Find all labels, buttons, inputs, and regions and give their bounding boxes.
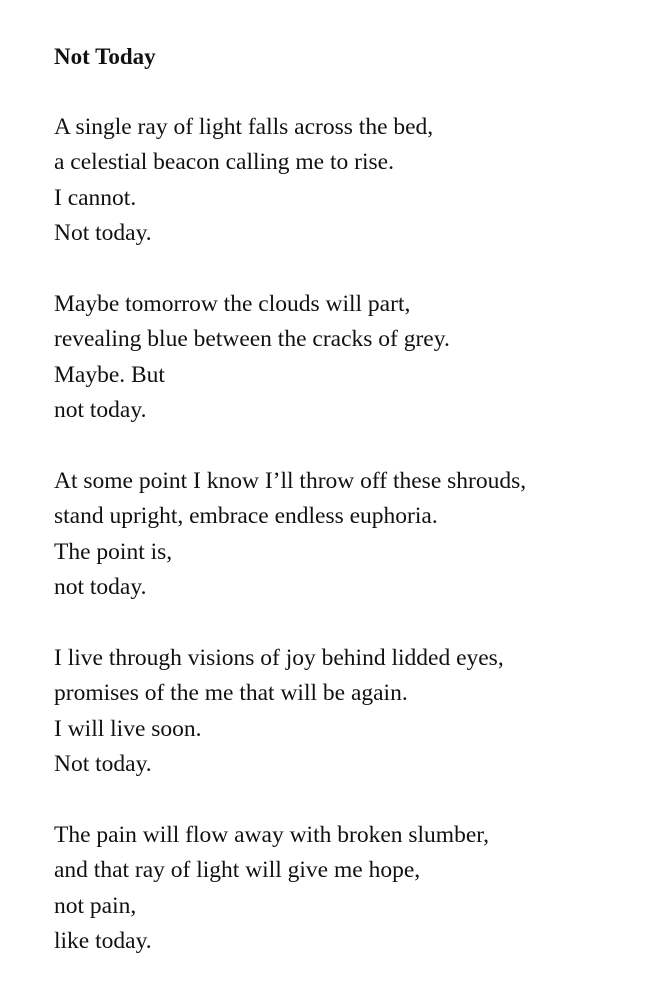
poem-line: stand upright, embrace endless euphoria. (54, 503, 438, 530)
poem-line: At some point I know I’ll throw off these shrouds, (54, 467, 527, 494)
stanza-3 (54, 464, 656, 606)
poem-line: A single ray of light falls across the bed, (54, 113, 434, 140)
stanza-1 (54, 110, 656, 252)
stanza-4 (54, 641, 656, 783)
poem-line: Not today. (54, 220, 152, 247)
poem-title: Not Today (54, 44, 156, 69)
poem-line: revealing blue between the cracks of grey. (54, 326, 450, 353)
poem-line: Not today. (54, 751, 152, 778)
stanza-2 (54, 287, 656, 429)
poem-line: I will live soon. (54, 715, 202, 742)
poem-line: and that ray of light will give me hope, (54, 857, 421, 884)
poem-line: not today. (54, 574, 147, 601)
poem-line: Maybe. But (54, 361, 165, 388)
poem-line: like today. (54, 928, 152, 955)
poem-line: not today. (54, 397, 147, 424)
poem-line: Maybe tomorrow the clouds will part, (54, 290, 411, 317)
poem-line: promises of the me that will be again. (54, 680, 408, 707)
poem-line: not pain, (54, 892, 137, 919)
poem-line: The point is, (54, 538, 173, 565)
poem-line: I cannot. (54, 184, 137, 211)
poem-line: I live through visions of joy behind lidded eyes, (54, 644, 504, 671)
poem-line: a celestial beacon calling me to rise. (54, 149, 394, 176)
poem-line: The pain will flow away with broken slumber, (54, 821, 490, 848)
stanza-5 (54, 818, 656, 960)
